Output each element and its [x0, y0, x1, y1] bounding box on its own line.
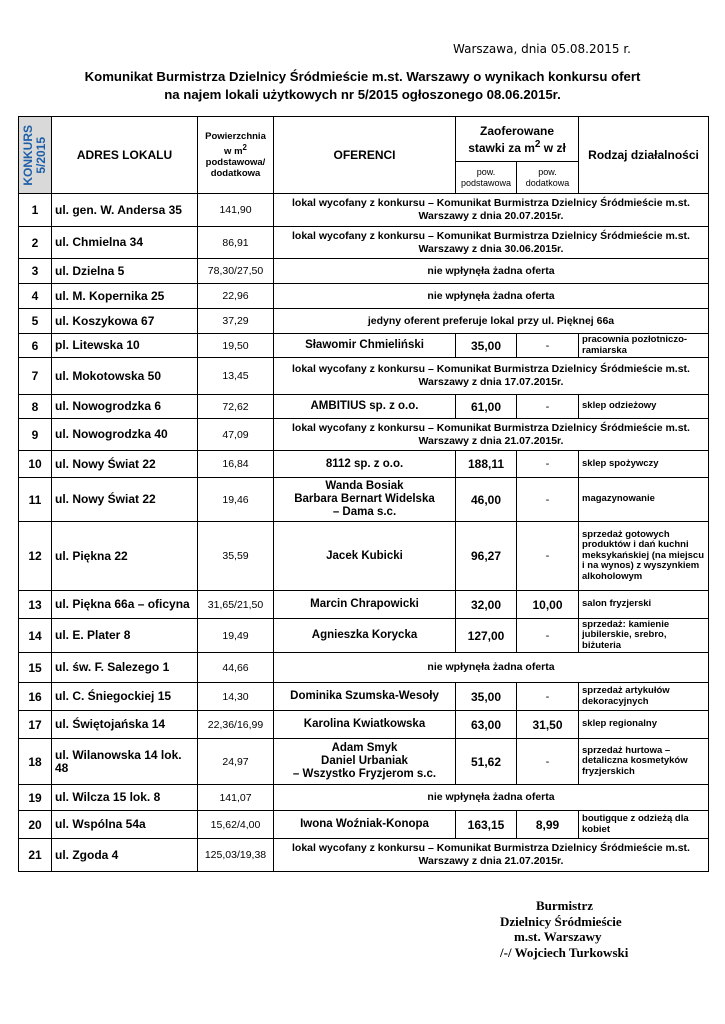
table-row [19, 839, 709, 872]
row-address: pl. Litewska 10 [52, 334, 198, 358]
row-area: 19,49 [198, 619, 274, 653]
row-rate-additional: - [517, 478, 579, 522]
row-activity: sprzedaż: kamienie jubilerskie, srebro, biżuteria [579, 619, 709, 653]
row-area: 16,84 [198, 451, 274, 478]
row-address: ul. Nowy Świat 22 [52, 478, 198, 522]
row-address: ul. Wspólna 54a [52, 811, 198, 839]
table-row [19, 522, 709, 591]
table-row [19, 811, 709, 839]
row-number: 5 [19, 309, 52, 334]
title-line-2: na najem lokali użytkowych nr 5/2015 ogłoszonego 08.06.2015r. [164, 87, 561, 102]
row-activity: sprzedaż hurtowa – detaliczna kosmetyków fryzjerskich [579, 739, 709, 785]
row-number: 3 [19, 259, 52, 284]
row-note: jedyny oferent preferuje lokal przy ul. Pięknej 66a [274, 309, 709, 334]
table-row [19, 227, 709, 259]
offerer-name: Dominika Szumska-Wesoły [290, 690, 439, 702]
title-line-1: Komunikat Burmistrza Dzielnicy Śródmieście m.st. Warszawy o wynikach konkursu ofert [84, 69, 641, 84]
offerer-name: Wanda Bosiak [325, 480, 404, 492]
table-row [19, 284, 709, 309]
row-offerer [274, 811, 456, 839]
row-address: ul. Piękna 66a – oficyna [52, 591, 198, 619]
offerer-name: Jacek Kubicki [326, 549, 403, 562]
row-number: 4 [19, 284, 52, 309]
row-number: 7 [19, 358, 52, 395]
row-area: 72,62 [198, 395, 274, 419]
row-area: 22,36/16,99 [198, 711, 274, 739]
row-area: 35,59 [198, 522, 274, 591]
row-note: lokal wycofany z konkursu – Komunikat Burmistrza Dzielnicy Śródmieście m.st. Warszawy z dnia 17.07.2015r. [274, 358, 709, 395]
row-rate-additional: 10,00 [517, 591, 579, 619]
row-address: ul. Chmielna 34 [52, 227, 198, 259]
row-number: 15 [19, 653, 52, 683]
row-address: ul. Nowy Świat 22 [52, 451, 198, 478]
signature-line-3: m.st. Warszawy [514, 929, 602, 944]
row-address: ul. św. F. Salezego 1 [52, 653, 198, 683]
row-address: ul. Nowogrodzka 40 [52, 419, 198, 451]
row-address: ul. gen. W. Andersa 35 [52, 194, 198, 227]
row-rate-additional: - [517, 683, 579, 711]
row-address: ul. M. Kopernika 25 [52, 284, 198, 309]
row-note: lokal wycofany z konkursu – Komunikat Burmistrza Dzielnicy Śródmieście m.st. Warszawy z dnia 21.07.2015r. [274, 419, 709, 451]
table-row [19, 785, 709, 811]
offerer-name: Karolina Kwiatkowska [303, 718, 426, 730]
row-note: nie wpłynęła żadna oferta [274, 284, 709, 309]
row-rate-additional: - [517, 619, 579, 653]
row-address: ul. Zgoda 4 [52, 839, 198, 872]
row-area: 125,03/19,38 [198, 839, 274, 872]
row-rate-additional: 31,50 [517, 711, 579, 739]
row-note: nie wpłynęła żadna oferta [274, 653, 709, 683]
header-pow-line-3: podstawowa/ [205, 157, 266, 169]
signature-line-1: Burmistrz [536, 898, 594, 913]
row-number: 11 [19, 478, 52, 522]
offerer-name: Marcin Chrapowicki [310, 598, 419, 610]
row-offerer [274, 334, 456, 358]
table-row [19, 683, 709, 711]
row-number: 21 [19, 839, 52, 872]
offerer-name: 8112 sp. z o.o. [325, 457, 404, 470]
header-pow-line-1: Powierzchnia [205, 130, 266, 142]
row-offerer [274, 395, 456, 419]
table-row [19, 419, 709, 451]
row-number: 16 [19, 683, 52, 711]
offerer-company: – Wszystko Fryzjerom s.c. [292, 768, 437, 780]
row-number: 10 [19, 451, 52, 478]
row-activity: pracownia pozłotniczo-ramiarska [579, 334, 709, 358]
row-area: 141,90 [198, 194, 274, 227]
table-row [19, 591, 709, 619]
row-rate-basic: 61,00 [456, 395, 517, 419]
row-number: 13 [19, 591, 52, 619]
header-powierzchnia [198, 117, 274, 194]
row-rate-basic: 96,27 [456, 522, 517, 591]
row-number: 2 [19, 227, 52, 259]
row-offerer [274, 591, 456, 619]
table-row [19, 451, 709, 478]
table-row [19, 309, 709, 334]
row-note: lokal wycofany z konkursu – Komunikat Burmistrza Dzielnicy Śródmieście m.st. Warszawy z dnia 20.07.2015r. [274, 194, 709, 227]
row-offerer [274, 711, 456, 739]
row-number: 1 [19, 194, 52, 227]
row-area: 19,46 [198, 478, 274, 522]
row-number: 14 [19, 619, 52, 653]
row-activity: sklep odzieżowy [579, 395, 709, 419]
header-pow-sup: 2 [242, 142, 247, 152]
row-number: 9 [19, 419, 52, 451]
table-row [19, 711, 709, 739]
row-area: 78,30/27,50 [198, 259, 274, 284]
row-area: 13,45 [198, 358, 274, 395]
table-row [19, 334, 709, 358]
offerer-name: AMBITIUS sp. z o.o. [310, 400, 419, 412]
document-date: Warszawa, dnia 05.08.2015 r. [453, 42, 631, 56]
header-rodzaj: Rodzaj działalności [579, 117, 709, 194]
row-offerer [274, 619, 456, 653]
row-number: 12 [19, 522, 52, 591]
offerer-name: Iwona Woźniak-Konopa [300, 818, 429, 830]
table-row [19, 395, 709, 419]
row-number: 18 [19, 739, 52, 785]
row-rate-basic: 51,62 [456, 739, 517, 785]
table-row [19, 358, 709, 395]
header-pow-line-4: dodatkowa [210, 168, 261, 180]
row-activity: sklep spożywczy [579, 451, 709, 478]
row-area: 37,29 [198, 309, 274, 334]
document-title [40, 68, 685, 104]
header-stawki-line-1: Zaoferowane [480, 123, 555, 138]
offerer-name: Barbara Bernart Widelska [294, 493, 435, 505]
offerer-name: Agnieszka Korycka [311, 629, 418, 641]
row-rate-additional: - [517, 522, 579, 591]
offerer-name: Daniel Urbaniak [321, 755, 408, 767]
row-rate-additional: 8,99 [517, 811, 579, 839]
header-oferenci: OFERENCI [274, 117, 456, 194]
header-konkurs [19, 117, 52, 194]
row-address: ul. Świętojańska 14 [52, 711, 198, 739]
row-rate-basic: 188,11 [456, 451, 517, 478]
header-sub-pod-line-2: podstawowa [460, 177, 512, 188]
header-konkurs-line-1: KONKURS [21, 124, 35, 186]
table-body [19, 194, 709, 872]
header-stawki [456, 117, 579, 162]
header-stawki-line-3: w zł [540, 140, 566, 155]
row-rate-additional: - [517, 334, 579, 358]
row-note: lokal wycofany z konkursu – Komunikat Burmistrza Dzielnicy Śródmieście m.st. Warszawy z dnia 21.07.2015r. [274, 839, 709, 872]
row-number: 19 [19, 785, 52, 811]
row-address: ul. Mokotowska 50 [52, 358, 198, 395]
row-area: 141,07 [198, 785, 274, 811]
results-table [18, 116, 709, 872]
table-row [19, 259, 709, 284]
row-area: 14,30 [198, 683, 274, 711]
table-row [19, 653, 709, 683]
signature-block [498, 898, 658, 960]
header-konkurs-line-2: 5/2015 [34, 136, 48, 174]
row-address: ul. Wilanowska 14 lok. 48 [52, 739, 198, 785]
row-offerer [274, 451, 456, 478]
row-address: ul. E. Plater 8 [52, 619, 198, 653]
row-area: 24,97 [198, 739, 274, 785]
table-row [19, 194, 709, 227]
row-number: 17 [19, 711, 52, 739]
row-area: 86,91 [198, 227, 274, 259]
row-rate-basic: 35,00 [456, 683, 517, 711]
row-offerer [274, 478, 456, 522]
row-area: 44,66 [198, 653, 274, 683]
row-note: nie wpłynęła żadna oferta [274, 785, 709, 811]
signature-line-2: Dzielnicy Śródmieście [500, 913, 622, 929]
row-area: 47,09 [198, 419, 274, 451]
row-rate-basic: 46,00 [456, 478, 517, 522]
signature-line-4: /-/ Wojciech Turkowski [500, 944, 629, 960]
table-row [19, 739, 709, 785]
offerer-name: Sławomir Chmieliński [305, 339, 424, 351]
row-activity: magazynowanie [579, 478, 709, 522]
row-address: ul. Piękna 22 [52, 522, 198, 591]
row-rate-basic: 63,00 [456, 711, 517, 739]
row-address: ul. C. Śniegockiej 15 [52, 683, 198, 711]
row-activity: sprzedaż artykułów dekoracyjnych [579, 683, 709, 711]
table-header [19, 117, 709, 194]
row-area: 15,62/4,00 [198, 811, 274, 839]
row-area: 22,96 [198, 284, 274, 309]
row-rate-basic: 163,15 [456, 811, 517, 839]
row-note: lokal wycofany z konkursu – Komunikat Burmistrza Dzielnicy Śródmieście m.st. Warszawy z dnia 30.06.2015r. [274, 227, 709, 259]
header-sub-dod-line-1: pow. [538, 166, 557, 177]
row-offerer [274, 683, 456, 711]
header-sub-podstawowa [456, 162, 517, 194]
row-activity: sprzedaż gotowych produktów i dań kuchni meksykańskiej (na miejscu i na wynos) z wyszynkiem alkoholowym [579, 522, 709, 591]
row-activity: sklep regionalny [579, 711, 709, 739]
header-pow-line-2: w m [224, 146, 243, 158]
row-rate-basic: 32,00 [456, 591, 517, 619]
row-number: 6 [19, 334, 52, 358]
row-rate-basic: 127,00 [456, 619, 517, 653]
row-rate-basic: 35,00 [456, 334, 517, 358]
row-address: ul. Koszykowa 67 [52, 309, 198, 334]
row-note: nie wpłynęła żadna oferta [274, 259, 709, 284]
row-address: ul. Dzielna 5 [52, 259, 198, 284]
row-number: 8 [19, 395, 52, 419]
table-row [19, 478, 709, 522]
header-sub-dod-line-2: dodatkowa [525, 177, 570, 188]
offerer-company: – Dama s.c. [332, 506, 397, 518]
row-area: 19,50 [198, 334, 274, 358]
row-offerer [274, 522, 456, 591]
header-sub-pod-line-1: pow. [476, 166, 496, 177]
header-stawki-sup: 2 [534, 138, 541, 150]
row-address: ul. Nowogrodzka 6 [52, 395, 198, 419]
row-activity: salon fryzjerski [579, 591, 709, 619]
row-number: 20 [19, 811, 52, 839]
row-rate-additional: - [517, 451, 579, 478]
offerer-name: Adam Smyk [331, 742, 398, 754]
row-offerer [274, 739, 456, 785]
row-address: ul. Wilcza 15 lok. 8 [52, 785, 198, 811]
header-adres: ADRES LOKALU [52, 117, 198, 194]
header-sub-dodatkowa [517, 162, 579, 194]
header-stawki-line-2: stawki za m [468, 140, 535, 155]
row-area: 31,65/21,50 [198, 591, 274, 619]
row-rate-additional: - [517, 739, 579, 785]
row-activity: boutigque z odzieżą dla kobiet [579, 811, 709, 839]
row-rate-additional: - [517, 395, 579, 419]
table-row [19, 619, 709, 653]
